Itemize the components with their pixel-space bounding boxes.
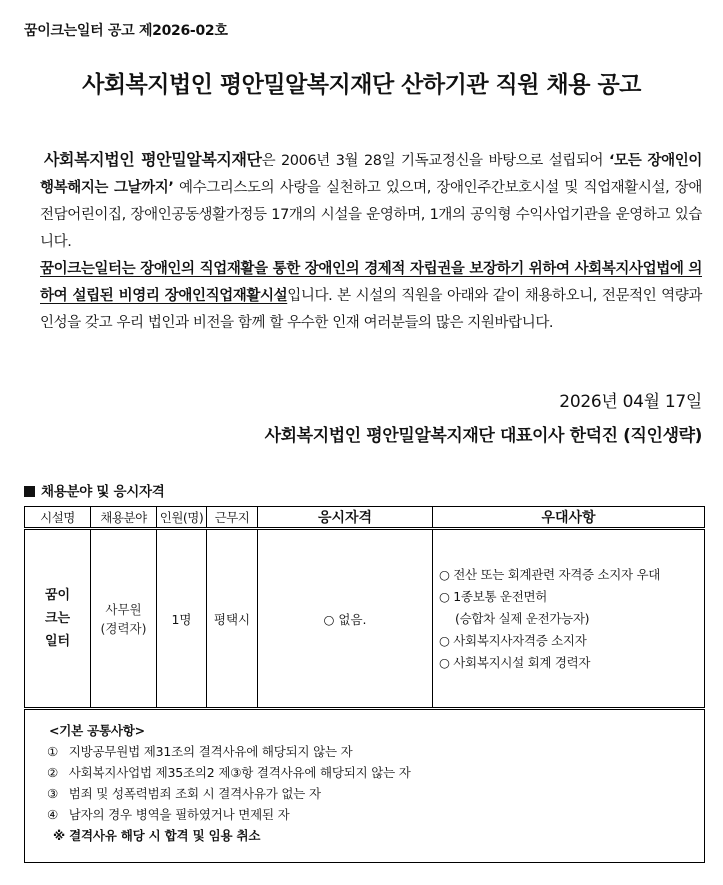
field-cell [91, 529, 157, 709]
common-requirements-cell [25, 709, 705, 863]
signature: 사회복지법인 평안밀알복지재단 대표이사 한덕진 (직인생략) [264, 426, 702, 446]
header-qualification: 응시자격 [258, 507, 433, 529]
disqualification-note: ※ 결격사유 해당 시 합격 및 임용 취소 [53, 828, 261, 843]
facility-line: 꿈이 [44, 588, 71, 603]
common-item: ③ 범죄 및 성폭력범죄 조회 시 결격사유가 없는 자 [47, 786, 321, 801]
header-preference: 우대사항 [433, 507, 705, 529]
page-title: 사회복지법인 평안밀알복지재단 산하기관 직원 채용 공고 [82, 72, 641, 98]
qualification-cell: ○ 없음. [258, 529, 433, 709]
count-cell: 1명 [157, 529, 207, 709]
preference-item: ○ 1종보통 운전면허 [439, 588, 548, 604]
preference-item: ○ 전산 또는 회계관련 자격증 소지자 우대 [439, 566, 661, 582]
motto: ‘모든 장애인이 행복해지는 그날까지’ [40, 153, 702, 196]
facility-line: 크는 [44, 611, 71, 626]
common-title: <기본 공통사항> [49, 723, 145, 738]
org-name: 사회복지법인 평안밀알복지재단 [44, 150, 262, 169]
facility-line: 일터 [44, 634, 71, 649]
header-field: 채용분야 [91, 507, 157, 529]
intro-paragraph [40, 146, 702, 337]
header-count: 인원(명) [157, 507, 207, 529]
recruitment-table [24, 506, 705, 863]
common-item: ② 사회복지사업법 제35조의2 제③항 결격사유에 해당되지 않는 자 [47, 765, 411, 780]
field-line: 사무원 [105, 601, 142, 617]
section-title-text: 채용분야 및 응시자격 [41, 484, 165, 500]
section-title [24, 480, 164, 500]
intro-text-3: 입니다. 본 시설의 직원을 아래와 같이 채용하오니, 전문적인 역량과 인성을 갖고 우리 법인과 비전을 함께 할 우수한 인재 여러분들의 많은 지원바랍니다. [40, 288, 703, 331]
black-square-icon [24, 486, 35, 497]
preference-list [433, 564, 704, 674]
table-header-row [25, 507, 705, 529]
preference-item: ○ 사회복지시설 회계 경력자 [439, 654, 591, 670]
facility-cell [25, 529, 91, 709]
preference-item: ○ 사회복지사자격증 소지자 [439, 632, 587, 648]
intro-text-1: 은 2006년 3월 28일 기독교정신을 바탕으로 설립되어 [261, 153, 609, 169]
common-item: ④ 남자의 경우 병역을 필하였거나 면제된 자 [47, 807, 290, 822]
facility-emphasis: 꿈이크는일터는 장애인의 직업재활을 통한 장애인의 경제적 자립권을 보장하기 위하여 사회복지사업법에 의하여 설립된 비영리 장애인직업재활시설 [40, 261, 702, 304]
common-requirements-row [25, 709, 705, 863]
location-cell: 평택시 [207, 529, 258, 709]
intro-text-2: 예수그리스도의 사랑을 실천하고 있으며, 장애인주간보호시설 및 직업재활시설, 장애전담어린이집, 장애인공동생활가정등 17개의 시설을 운영하며, 1개의 공익형 수익사업기관을 운영하고 있습니다. [40, 180, 703, 250]
notice-date: 2026년 04월 17일 [559, 392, 702, 412]
table-row [25, 529, 705, 709]
preference-cell [433, 529, 705, 709]
preference-item-sub: (승합차 실제 운전가능자) [455, 610, 590, 626]
header-location: 근무지 [207, 507, 258, 529]
notice-number: 꿈이크는일터 공고 제2026-02호 [24, 23, 228, 39]
common-item: ① 지방공무원법 제31조의 결격사유에 해당되지 않는 자 [47, 744, 353, 759]
header-facility: 시설명 [25, 507, 91, 529]
field-line: (경력자) [100, 620, 147, 636]
